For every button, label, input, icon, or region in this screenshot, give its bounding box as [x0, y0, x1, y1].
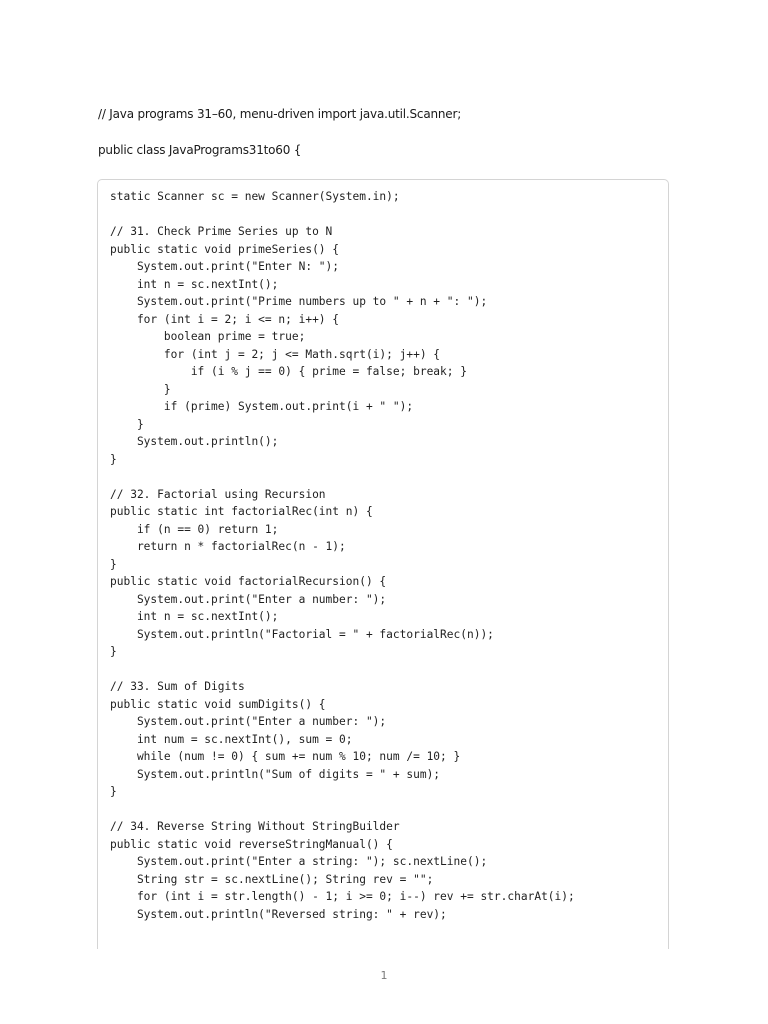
code-line: int num = sc.nextInt(), sum = 0;: [110, 732, 353, 746]
code-line: System.out.println("Reversed string: " + rev);: [110, 907, 447, 921]
code-line: public static void primeSeries() {: [110, 242, 340, 256]
code-line: static Scanner sc = new Scanner(System.in);: [110, 190, 400, 203]
code-line: String str = sc.nextLine(); String rev = "";: [110, 872, 434, 886]
code-line: }: [110, 417, 144, 431]
intro-comment-line: // Java programs 31–60, menu-driven import java.util.Scanner;: [98, 107, 462, 121]
code-line: if (i % j == 0) { prime = false; break; }: [110, 365, 467, 378]
code-line: public static void factorialRecursion() {: [110, 575, 387, 588]
code-line: }: [110, 557, 117, 571]
code-line: return n * factorialRec(n - 1);: [110, 540, 346, 553]
code-line: }: [110, 452, 117, 466]
code-line: System.out.print("Enter N: ");: [110, 260, 340, 273]
code-line: }: [110, 382, 171, 396]
code-line: if (n == 0) return 1;: [110, 522, 279, 536]
class-declaration-line: public class JavaPrograms31to60 {: [98, 143, 302, 157]
code-line: for (int i = 2; i <= n; i++) {: [110, 312, 340, 326]
code-line: [110, 801, 575, 819]
code-line: if (prime) System.out.print(i + " ");: [110, 400, 414, 413]
code-line: public static int factorialRec(int n) {: [110, 505, 373, 518]
code-line: while (num != 0) { sum += num % 10; num /= 10; }: [110, 750, 461, 763]
code-line: System.out.print("Prime numbers up to " + n + ": ");: [110, 295, 488, 308]
code-line: boolean prime = true;: [110, 330, 306, 343]
code-line: public static void sumDigits() {: [110, 697, 326, 711]
code-line: System.out.println();: [110, 435, 279, 448]
code-line: // 31. Check Prime Series up to N: [110, 225, 333, 238]
code-line: for (int i = str.length() - 1; i >= 0; i--) rev += str.charAt(i);: [110, 890, 575, 903]
code-line: System.out.print("Enter a string: "); sc.nextLine();: [110, 855, 488, 868]
code-line: System.out.print("Enter a number: ");: [110, 592, 387, 606]
code-line: for (int j = 2; j <= Math.sqrt(i); j++) {: [110, 347, 441, 361]
code-line: [110, 661, 575, 679]
code-line: // 34. Reverse String Without StringBuilder: [110, 820, 400, 833]
code-line: [110, 468, 575, 486]
code-line: int n = sc.nextInt();: [110, 610, 279, 623]
code-line: int n = sc.nextInt();: [110, 277, 279, 291]
code-listing: [110, 188, 575, 923]
code-line: [110, 206, 575, 224]
code-line: System.out.print("Enter a number: ");: [110, 715, 387, 728]
code-line: public static void reverseStringManual() {: [110, 837, 393, 851]
code-line: }: [110, 785, 117, 798]
code-block: [97, 179, 669, 949]
code-line: // 32. Factorial using Recursion: [110, 487, 326, 501]
code-line: }: [110, 645, 117, 658]
code-line: System.out.println("Factorial = " + factorialRec(n));: [110, 627, 494, 641]
code-line: System.out.println("Sum of digits = " + sum);: [110, 767, 441, 781]
page-number: 1: [380, 969, 388, 982]
code-line: // 33. Sum of Digits: [110, 680, 245, 693]
